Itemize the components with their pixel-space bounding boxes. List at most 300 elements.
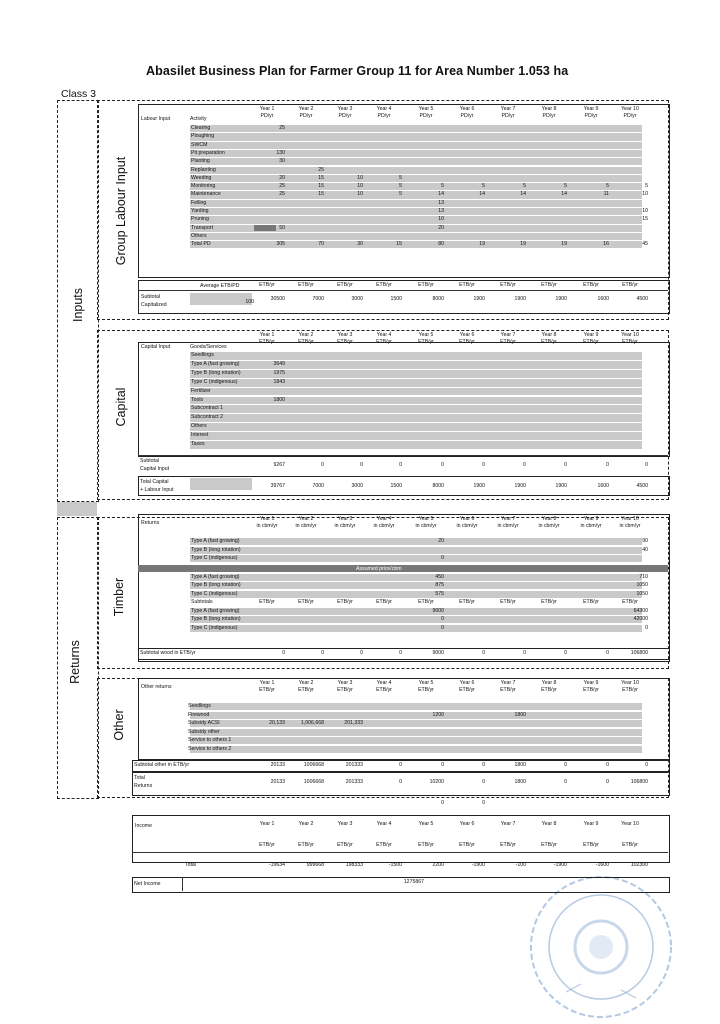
other-header-year-9: Year 9 xyxy=(583,680,599,686)
other-item-label: Seedlings xyxy=(188,703,211,709)
timber-header-unit-4: in cbm/yr xyxy=(373,523,395,529)
income-total-cell: 102300 xyxy=(630,862,648,868)
timber-etb-unit: ETB/yr xyxy=(500,599,516,605)
labour-header-year-4: Year 4 xyxy=(376,106,392,112)
labour-value-cell: 13 xyxy=(438,208,444,214)
income-unit-header: ETB/yr xyxy=(259,842,275,848)
labour-header-unit-2: PD/yr xyxy=(299,113,313,119)
labour-value-cell: 130 xyxy=(276,149,285,156)
total-returns-cell: 0 xyxy=(482,779,485,785)
other-subtotal-cell: 20133 xyxy=(270,762,285,768)
labour-value-cell: 13 xyxy=(438,199,444,206)
timber-subtotals-label: Subtotals xyxy=(191,599,213,605)
labour-activity-label: Yarding xyxy=(191,208,209,214)
returns-corner-label: Returns xyxy=(141,520,160,526)
timber-header-unit-9: in cbm/yr xyxy=(580,523,602,529)
capital-row-shade xyxy=(190,379,642,387)
other-header-unit-4: ETB/yr xyxy=(376,687,392,693)
timber-etb-unit: ETB/yr xyxy=(259,599,275,605)
activity-header: Activity xyxy=(190,116,207,122)
total-returns-cell: 0 xyxy=(399,779,402,785)
official-stamp xyxy=(526,872,676,1022)
labour-value-cell: 5 xyxy=(441,183,444,190)
labour-header-unit-4: PD/yr xyxy=(377,113,391,119)
timber-subtotal-cell: 0 xyxy=(399,650,402,656)
capital-header-year-3: Year 3 xyxy=(337,332,353,338)
income-unit-header: ETB/yr xyxy=(622,842,638,848)
other-header-year-4: Year 4 xyxy=(376,680,392,686)
timber-header-unit-10: in cbm/yr xyxy=(619,523,641,529)
timber-value-cell: 0 xyxy=(441,616,444,622)
income-year-header: Year 8 xyxy=(541,821,557,827)
labour-value-cell: 5 xyxy=(523,183,526,190)
labour-row-shade xyxy=(190,175,642,182)
other-row-shade xyxy=(190,737,642,744)
other-header-unit-7: ETB/yr xyxy=(500,687,516,693)
other-value-cell: 20,133 xyxy=(269,720,285,726)
other-header-year-2: Year 2 xyxy=(298,680,314,686)
capital-header-year-7: Year 7 xyxy=(500,332,516,338)
other-label: Other xyxy=(112,709,126,741)
timber-value-shade xyxy=(190,608,642,615)
total-returns-cell: 10200 xyxy=(429,779,444,785)
labour-value-cell: 5 xyxy=(564,183,567,190)
labour-activity-label: Weeding xyxy=(191,174,212,181)
total-capital-label2: + Labour Input xyxy=(140,487,174,493)
labour-value-cell: 25 xyxy=(279,191,285,198)
other-row-shade xyxy=(190,712,642,719)
capital-header-year-4: Year 4 xyxy=(376,332,392,338)
labour-capitalized-label: Capitalized xyxy=(141,302,167,308)
income-unit-header: ETB/yr xyxy=(376,842,392,848)
capital-header-unit-6: ETB/yr xyxy=(459,339,475,345)
labour-row-shade xyxy=(190,200,642,207)
capital-row-shade xyxy=(190,352,642,360)
labour-row-shade xyxy=(190,233,642,240)
labour-value-cell: 305 xyxy=(276,241,285,248)
average-etb-label: Average ETB/PD xyxy=(200,283,240,289)
timber-header-year-9: Year 9 xyxy=(583,516,599,522)
labour-value-cell: 15 xyxy=(318,191,324,198)
labour-value-cell: 10 xyxy=(438,216,444,223)
capital-item-label: Type C (indigenous) xyxy=(191,378,238,385)
timber-value-type-label: Type A (fast growing) xyxy=(191,607,240,614)
other-item-label: Subsidy ACSI xyxy=(188,720,220,726)
labour-subtotal-cell: 3000 xyxy=(351,296,363,302)
other-row-shade xyxy=(190,703,642,710)
avg-etb-value: 100 xyxy=(245,299,254,305)
timber-etb-unit: ETB/yr xyxy=(583,599,599,605)
other-subtotal-cell: 201333 xyxy=(345,762,363,768)
timber-volume-shade xyxy=(190,547,642,554)
labour-etb-unit: ETB/yr xyxy=(622,282,638,288)
timber-price-type-label: Type C (indigenous) xyxy=(191,590,238,597)
other-subtotal-cell: 0 xyxy=(645,762,648,768)
capital-value-cell: 1800 xyxy=(273,396,285,403)
income-total-cell: -1900 xyxy=(471,862,485,868)
timber-volume-shade xyxy=(190,555,642,562)
capital-header-unit-4: ETB/yr xyxy=(376,339,392,345)
labour-row-shade xyxy=(190,183,642,190)
labour-subtotal-cell: 30500 xyxy=(270,296,285,302)
labour-row-shade xyxy=(190,133,642,140)
labour-value-cell: 45 xyxy=(642,241,648,248)
capital-header-year-1: Year 1 xyxy=(259,332,275,338)
capital-header-year-6: Year 6 xyxy=(459,332,475,338)
labour-value-cell: 14 xyxy=(479,191,485,198)
labour-value-cell: 5 xyxy=(482,183,485,190)
capital-total-cell: 1900 xyxy=(555,483,567,489)
timber-header-year-3: Year 3 xyxy=(337,516,353,522)
capital-header-year-8: Year 8 xyxy=(541,332,557,338)
labour-value-cell: 15 xyxy=(318,183,324,190)
timber-volume-cell: 90 xyxy=(642,538,648,544)
labour-activity-label: Ploughing xyxy=(191,133,215,140)
timber-price-cell: 875 xyxy=(435,582,444,588)
labour-value-cell: 5 xyxy=(645,183,648,190)
other-item-label: Subsidy other xyxy=(188,728,220,735)
capital-subtotal-label2: Capital Input xyxy=(140,466,170,472)
timber-header-unit-3: in cbm/yr xyxy=(334,523,356,529)
timber-header-year-2: Year 2 xyxy=(298,516,314,522)
income-unit-header: ETB/yr xyxy=(500,842,516,848)
other-subtotal-cell: 0 xyxy=(441,762,444,768)
timber-value-type-label: Type B (long rotation) xyxy=(191,616,241,622)
labour-activity-label: Total PD xyxy=(191,241,211,248)
income-unit-header: ETB/yr xyxy=(459,842,475,848)
labour-header-year-2: Year 2 xyxy=(298,106,314,112)
other-header-unit-1: ETB/yr xyxy=(259,687,275,693)
capital-row-shade xyxy=(190,370,642,378)
labour-row-shade xyxy=(190,158,642,165)
labour-row-shade xyxy=(190,142,642,149)
capital-header-unit-1: ETB/yr xyxy=(259,339,275,345)
other-header-year-8: Year 8 xyxy=(541,680,557,686)
capital-header-year-2: Year 2 xyxy=(298,332,314,338)
timber-subtotal-cell: 0 xyxy=(606,650,609,656)
income-year-header: Year 3 xyxy=(337,821,353,827)
labour-activity-label: Transport xyxy=(191,224,214,231)
timber-subtotal-cell: 0 xyxy=(564,650,567,656)
timber-price-shade xyxy=(190,574,642,581)
labour-activity-label: Clearing xyxy=(191,125,211,131)
labour-etb-unit: ETB/yr xyxy=(298,282,314,288)
capital-subtotal-label: Subtotal xyxy=(140,458,160,464)
capital-value-cell: 3649 xyxy=(273,360,285,367)
capital-subtotal-cell: 9267 xyxy=(273,462,285,468)
labour-etb-unit: ETB/yr xyxy=(259,282,275,288)
timber-header-unit-7: in cbm/yr xyxy=(497,523,519,529)
timber-subtotal-cell: 0 xyxy=(321,650,324,656)
income-unit-header: ETB/yr xyxy=(418,842,434,848)
total-returns-label: Total xyxy=(134,775,145,781)
capital-total-cell: 7000 xyxy=(312,483,324,489)
labour-header-year-7: Year 7 xyxy=(500,106,516,112)
capital-subtotal-cell: 0 xyxy=(399,462,402,468)
labour-subtotal-label: Subtotal xyxy=(141,294,161,300)
assumed-price-band xyxy=(138,565,668,572)
income-unit-header: ETB/yr xyxy=(541,842,557,848)
income-year-header: Year 7 xyxy=(500,821,516,827)
capital-item-label: Type A (fast growing) xyxy=(191,360,240,367)
timber-header-year-5: Year 5 xyxy=(418,516,434,522)
timber-value-type-label: Type C (indigenous) xyxy=(191,624,238,631)
capital-header-unit-8: ETB/yr xyxy=(541,339,557,345)
timber-value-cell: 9000 xyxy=(432,607,444,614)
total-returns-cell: 0 xyxy=(606,779,609,785)
labour-value-cell: 5 xyxy=(606,183,609,190)
total-returns-cell: 201333 xyxy=(345,779,363,785)
capital-header-unit-9: ETB/yr xyxy=(583,339,599,345)
other-subtotal-cell: 0 xyxy=(606,762,609,768)
labour-value-cell: 15 xyxy=(396,241,402,248)
income-total-cell: -1500 xyxy=(388,862,402,868)
income-divider xyxy=(132,852,668,853)
total-returns-cell: 1800 xyxy=(514,779,526,785)
timber-subtotal-cell: 0 xyxy=(482,650,485,656)
labour-value-cell: 5 xyxy=(399,183,402,190)
income-label: Income xyxy=(135,823,153,829)
labour-value-cell: 10 xyxy=(357,183,363,190)
labour-value-cell: 16 xyxy=(603,241,609,248)
labour-activity-label: SWCM xyxy=(191,141,208,148)
capital-item-label: Subcontract 2 xyxy=(191,414,224,421)
labour-activity-label: Maintenance xyxy=(191,191,221,198)
other-value-cell: 201,333 xyxy=(344,720,363,726)
capital-row-shade xyxy=(190,423,642,431)
timber-etb-unit: ETB/yr xyxy=(622,599,638,605)
timber-header-unit-6: in cbm/yr xyxy=(456,523,478,529)
labour-header-year-6: Year 6 xyxy=(459,106,475,112)
net-income-value: 1275867 xyxy=(403,879,424,885)
capital-label: Capital xyxy=(114,387,128,427)
other-value-cell: 1200 xyxy=(432,711,444,718)
timber-etb-unit: ETB/yr xyxy=(418,599,434,605)
labour-activity-label: Pit preparation xyxy=(191,149,225,156)
income-total-cell: -1900 xyxy=(553,862,567,868)
goods-services-header: Goods/Services xyxy=(190,344,227,350)
capital-total-cell: 39767 xyxy=(270,483,285,489)
labour-header-unit-10: PD/yr xyxy=(623,113,637,119)
total-returns-cell: 20133 xyxy=(270,779,285,785)
separator-shade xyxy=(57,502,97,516)
capital-subtotal-cell: 0 xyxy=(360,462,363,468)
timber-price-cell: 450 xyxy=(435,573,444,580)
labour-header-year-5: Year 5 xyxy=(418,106,434,112)
labour-value-cell: 50 xyxy=(279,224,285,231)
capital-value-cell: 1975 xyxy=(273,369,285,376)
other-header-unit-3: ETB/yr xyxy=(337,687,353,693)
labour-subtotal-cell: 1900 xyxy=(514,296,526,302)
capital-subtotal-cell: 0 xyxy=(321,462,324,468)
other-item-label: Service to others 2 xyxy=(188,745,232,752)
income-year-header: Year 4 xyxy=(376,821,392,827)
labour-value-cell: 10 xyxy=(642,208,648,214)
labour-row-shade xyxy=(190,150,642,157)
income-total-cell: 2200 xyxy=(432,862,444,868)
labour-value-cell: 20 xyxy=(279,174,285,181)
labour-row-shade xyxy=(190,216,642,223)
capital-value-cell: 1843 xyxy=(273,378,285,385)
capital-row-shade xyxy=(190,405,642,413)
labour-value-cell: 14 xyxy=(561,191,567,198)
capital-header-year-10: Year 10 xyxy=(621,332,639,338)
timber-type-label: Type B (long rotation) xyxy=(191,546,241,553)
labour-header-year-9: Year 9 xyxy=(583,106,599,112)
timber-volume-cell: 0 xyxy=(441,555,444,561)
capital-row-shade xyxy=(190,414,642,422)
capital-total-cell: 8000 xyxy=(432,483,444,489)
inputs-label: Inputs xyxy=(71,287,85,323)
total-returns-cell: 1006668 xyxy=(303,779,324,785)
labour-header-year-10: Year 10 xyxy=(621,106,639,112)
timber-price-shade xyxy=(190,591,642,598)
other-subtotal-cell: 1800 xyxy=(514,762,526,768)
labour-value-cell: 11 xyxy=(603,191,609,198)
income-year-header: Year 2 xyxy=(298,821,314,827)
timber-subtotal-label: Subtotal wood in ETB/yr xyxy=(140,650,196,656)
other-header-year-3: Year 3 xyxy=(337,680,353,686)
other-header-year-1: Year 1 xyxy=(259,680,275,686)
labour-activity-label: Replanting xyxy=(191,166,216,173)
capital-header-year-5: Year 5 xyxy=(418,332,434,338)
income-total-label: Total xyxy=(185,862,196,868)
capital-total-cell: 1900 xyxy=(514,483,526,489)
labour-value-cell: 10 xyxy=(357,174,363,181)
income-year-header: Year 10 xyxy=(621,821,639,827)
timber-header-year-4: Year 4 xyxy=(376,516,392,522)
labour-value-cell: 15 xyxy=(642,216,648,223)
labour-value-cell: 14 xyxy=(520,191,526,198)
capital-item-label: Tools xyxy=(191,396,204,403)
other-header-unit-5: ETB/yr xyxy=(418,687,434,693)
labour-value-cell: 30 xyxy=(357,241,363,248)
income-total-cell: 999668 xyxy=(306,862,324,868)
capital-corner-label: Capital Input xyxy=(141,344,171,350)
timber-value-cell: 0 xyxy=(441,624,444,631)
timber-price-cell: 710 xyxy=(639,573,648,580)
income-year-header: Year 1 xyxy=(259,821,275,827)
labour-activity-label: Planting xyxy=(191,158,210,165)
capital-header-year-9: Year 9 xyxy=(583,332,599,338)
capital-row-shade xyxy=(190,432,642,440)
other-header-year-6: Year 6 xyxy=(459,680,475,686)
timber-price-type-label: Type A (fast growing) xyxy=(191,573,240,580)
income-unit-header: ETB/yr xyxy=(583,842,599,848)
timber-label: Timber xyxy=(112,577,126,617)
timber-etb-unit: ETB/yr xyxy=(541,599,557,605)
labour-value-cell: 5 xyxy=(399,174,402,181)
labour-value-cell: 19 xyxy=(520,241,526,248)
other-header-year-10: Year 10 xyxy=(621,680,639,686)
labour-header-year-8: Year 8 xyxy=(541,106,557,112)
below-total-1: 0 xyxy=(441,800,444,806)
capital-row-shade xyxy=(190,388,642,396)
capital-row-shade xyxy=(190,397,642,405)
labour-subtotal-cell: 8000 xyxy=(432,296,444,302)
other-row-shade xyxy=(190,746,642,753)
labour-activity-label: Pruning xyxy=(191,216,209,223)
labour-activity-label: Monitoring xyxy=(191,183,216,190)
timber-header-unit-5: in cbm/yr xyxy=(415,523,437,529)
timber-value-shade xyxy=(190,625,642,632)
labour-header-unit-8: PD/yr xyxy=(542,113,556,119)
other-item-label: Firewood xyxy=(188,711,210,718)
capital-subtotal-line xyxy=(138,455,668,456)
timber-header-year-7: Year 7 xyxy=(500,516,516,522)
timber-price-shade xyxy=(190,582,642,589)
labour-row-shade xyxy=(190,191,642,198)
income-year-header: Year 5 xyxy=(418,821,434,827)
total-capital-label: Total Capital xyxy=(140,479,169,485)
capital-subtotal-cell: 0 xyxy=(482,462,485,468)
subtotal-divider xyxy=(138,290,668,291)
income-year-header: Year 9 xyxy=(583,821,599,827)
capital-total-cell: 1900 xyxy=(473,483,485,489)
total-returns-cell: 106800 xyxy=(630,779,648,785)
labour-etb-unit: ETB/yr xyxy=(500,282,516,288)
other-header-unit-9: ETB/yr xyxy=(583,687,599,693)
timber-subtotal-cell: 0 xyxy=(282,650,285,656)
net-income-label: Net Income xyxy=(134,881,161,887)
income-total-cell: 198333 xyxy=(345,862,363,868)
labour-value-cell: 10 xyxy=(357,191,363,198)
total-returns-label2: Returns xyxy=(134,783,153,789)
labour-etb-unit: ETB/yr xyxy=(376,282,392,288)
other-subtotal-cell: 1006668 xyxy=(303,762,324,768)
capital-row-shade xyxy=(190,361,642,369)
timber-header-year-6: Year 6 xyxy=(459,516,475,522)
labour-etb-unit: ETB/yr xyxy=(418,282,434,288)
timber-type-label: Type A (fast growing) xyxy=(191,538,240,544)
labour-etb-unit: ETB/yr xyxy=(583,282,599,288)
capital-total-cell: 1600 xyxy=(597,483,609,489)
other-header-unit-2: ETB/yr xyxy=(298,687,314,693)
capital-header-unit-5: ETB/yr xyxy=(418,339,434,345)
capital-subtotal-cell: 0 xyxy=(564,462,567,468)
other-subtotal-cell: 0 xyxy=(482,762,485,768)
timber-header-unit-1: in cbm/yr xyxy=(256,523,278,529)
timber-subtotal-cell: 0 xyxy=(360,650,363,656)
total-returns-cell: 0 xyxy=(564,779,567,785)
capital-subtotal-cell: 0 xyxy=(441,462,444,468)
labour-value-cell: 80 xyxy=(438,241,444,248)
labour-subtotal-cell: 1900 xyxy=(473,296,485,302)
capital-item-label: Subcontract 1 xyxy=(191,405,224,412)
group-labour-label: Group Labour Input xyxy=(114,156,128,266)
timber-header-unit-2: in cbm/yr xyxy=(295,523,317,529)
labour-value-cell: 25 xyxy=(318,166,324,173)
labour-header-unit-5: PD/yr xyxy=(419,113,433,119)
capital-subtotal-cell: 0 xyxy=(606,462,609,468)
other-subtotal-cell: 0 xyxy=(399,762,402,768)
labour-subtotal-cell: 4500 xyxy=(636,296,648,302)
labour-row-shade xyxy=(190,208,642,215)
timber-volume-shade xyxy=(190,538,642,545)
timber-subtotal-cell: 106800 xyxy=(630,650,648,656)
income-total-cell: -100 xyxy=(515,862,526,868)
labour-header-unit-1: PD/yr xyxy=(260,113,274,119)
other-item-label: Service to others 1 xyxy=(188,737,232,743)
labour-value-cell: 25 xyxy=(279,125,285,131)
timber-subtotal-cell: 0 xyxy=(523,650,526,656)
labour-value-cell: 10 xyxy=(642,191,648,198)
returns-label: Returns xyxy=(68,640,82,684)
labour-header-year-3: Year 3 xyxy=(337,106,353,112)
transport-highlight xyxy=(254,225,276,231)
timber-price-cell: 575 xyxy=(435,590,444,597)
timber-etb-unit: ETB/yr xyxy=(376,599,392,605)
